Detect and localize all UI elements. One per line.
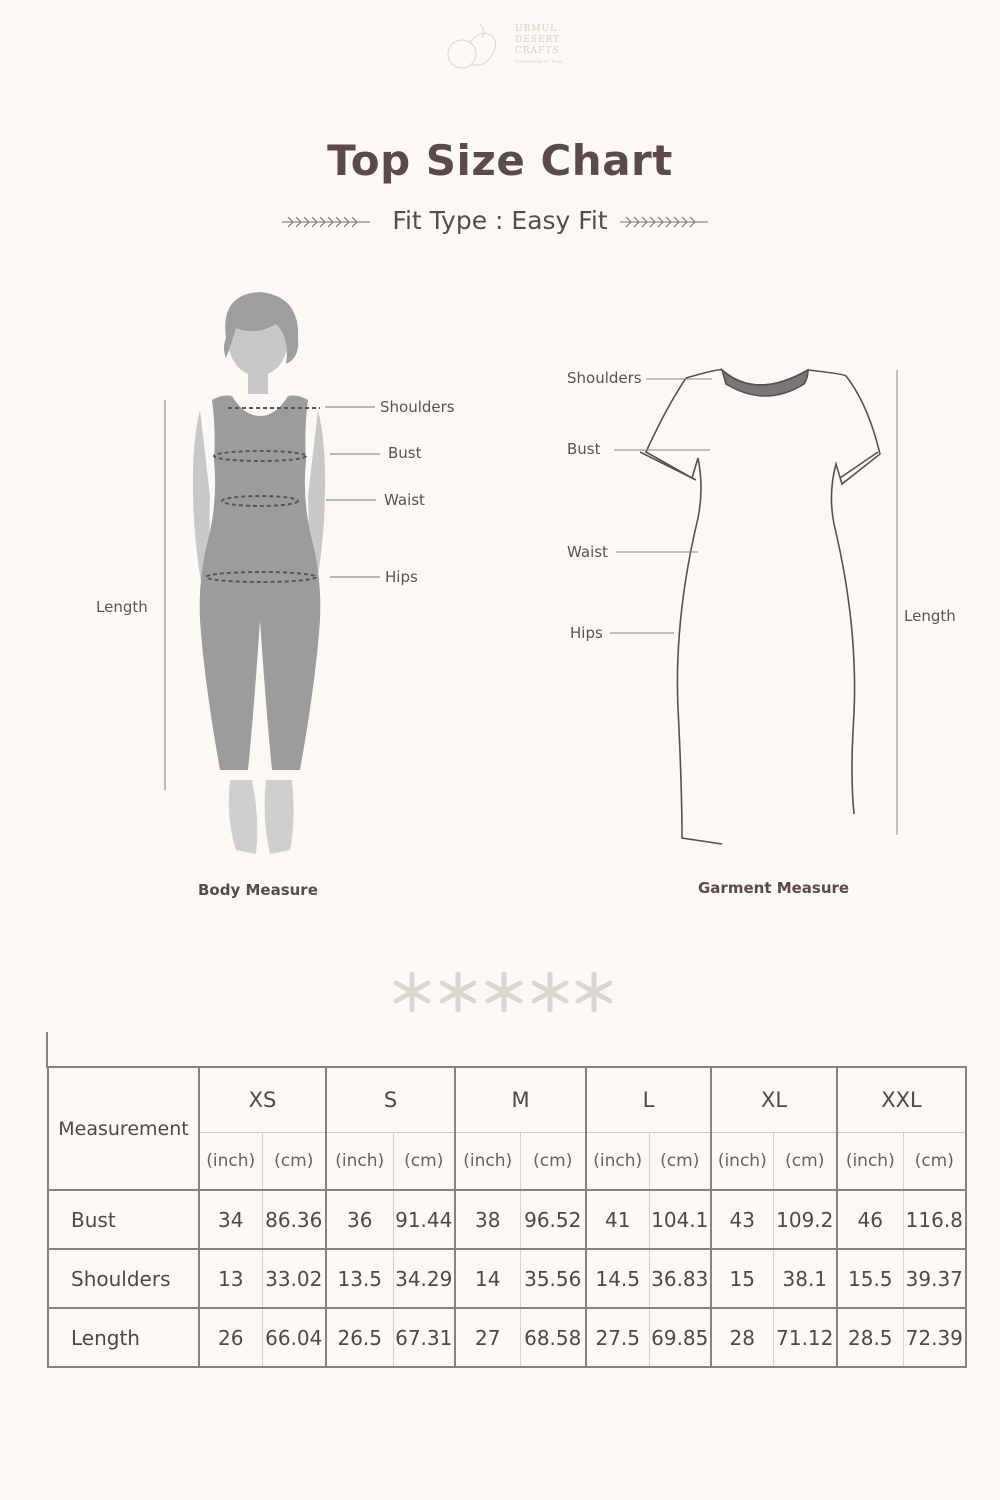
asterisk-divider-icon: [388, 965, 618, 1019]
table-cell: 39.37: [903, 1249, 966, 1308]
table-cell: 26: [199, 1308, 262, 1367]
body-label-length: Length: [96, 598, 148, 616]
table-cell: 36: [326, 1190, 393, 1249]
unit-cm: (cm): [773, 1133, 837, 1191]
size-header-s: S: [326, 1067, 455, 1133]
measurement-header: Measurement: [48, 1067, 199, 1190]
size-header-xs: XS: [199, 1067, 326, 1133]
table-cell: 13: [199, 1249, 262, 1308]
unit-cm: (cm): [649, 1133, 711, 1191]
size-header-m: M: [455, 1067, 586, 1133]
row-label: Bust: [48, 1190, 199, 1249]
garment-measure-caption: Garment Measure: [698, 879, 850, 897]
table-cell: 27: [455, 1308, 520, 1367]
garment-dress-icon: [640, 370, 880, 844]
table-cell: 27.5: [586, 1308, 649, 1367]
table-cell: 13.5: [326, 1249, 393, 1308]
table-cell: 46: [837, 1190, 903, 1249]
table-cell: 71.12: [773, 1308, 837, 1367]
size-header-xxl: XXL: [837, 1067, 966, 1133]
table-cell: 104.1: [649, 1190, 711, 1249]
unit-inch: (inch): [199, 1133, 262, 1191]
table-cell: 67.31: [393, 1308, 455, 1367]
page-title: Top Size Chart: [327, 136, 673, 185]
table-cell: 96.52: [520, 1190, 586, 1249]
garment-label-shoulders: Shoulders: [567, 369, 642, 387]
brand-logo-text: URMUL DESERT CRAFTS Handmade in Thar: [515, 24, 563, 65]
unit-inch: (inch): [837, 1133, 903, 1191]
unit-inch: (inch): [326, 1133, 393, 1191]
table-row-bust: [48, 1190, 966, 1249]
table-row-shoulders: [48, 1249, 966, 1308]
table-cell: 86.36: [262, 1190, 326, 1249]
body-label-hips: Hips: [385, 568, 418, 586]
table-cell: 15.5: [837, 1249, 903, 1308]
garment-label-waist: Waist: [567, 543, 608, 561]
body-label-shoulders: Shoulders: [380, 398, 455, 416]
body-label-waist: Waist: [384, 491, 425, 509]
unit-cm: (cm): [903, 1133, 966, 1191]
table-cell: 68.58: [520, 1308, 586, 1367]
row-label: Shoulders: [48, 1249, 199, 1308]
table-cell: 26.5: [326, 1308, 393, 1367]
unit-cm: (cm): [262, 1133, 326, 1191]
table-cell: 28: [711, 1308, 773, 1367]
right-arrow-ornament-icon: [620, 214, 710, 230]
table-cell: 91.44: [393, 1190, 455, 1249]
size-table: [47, 1066, 967, 1368]
table-cell: 34: [199, 1190, 262, 1249]
fit-type: Fit Type : Easy Fit: [392, 206, 608, 235]
row-label: Length: [48, 1308, 199, 1367]
table-cell: 28.5: [837, 1308, 903, 1367]
table-cell: 43: [711, 1190, 773, 1249]
table-cell: 41: [586, 1190, 649, 1249]
table-cell: 38: [455, 1190, 520, 1249]
size-header-xl: XL: [711, 1067, 837, 1133]
table-cell: 34.29: [393, 1249, 455, 1308]
size-header-l: L: [586, 1067, 711, 1133]
unit-inch: (inch): [586, 1133, 649, 1191]
table-row-length: [48, 1308, 966, 1367]
garment-label-hips: Hips: [570, 624, 603, 642]
table-cell: 35.56: [520, 1249, 586, 1308]
table-top-rule: [46, 1032, 48, 1068]
table-cell: 69.85: [649, 1308, 711, 1367]
table-cell: 72.39: [903, 1308, 966, 1367]
table-cell: 15: [711, 1249, 773, 1308]
body-figure-icon: [165, 292, 380, 854]
table-cell: 116.8: [903, 1190, 966, 1249]
body-measure-caption: Body Measure: [198, 881, 318, 899]
table-cell: 14: [455, 1249, 520, 1308]
garment-label-bust: Bust: [567, 440, 601, 458]
table-cell: 14.5: [586, 1249, 649, 1308]
table-cell: 33.02: [262, 1249, 326, 1308]
unit-cm: (cm): [393, 1133, 455, 1191]
unit-cm: (cm): [520, 1133, 586, 1191]
table-cell: 66.04: [262, 1308, 326, 1367]
measurement-diagrams: [0, 270, 1000, 920]
unit-inch: (inch): [455, 1133, 520, 1191]
unit-inch: (inch): [711, 1133, 773, 1191]
table-cell: 36.83: [649, 1249, 711, 1308]
body-label-bust: Bust: [388, 444, 422, 462]
table-cell: 38.1: [773, 1249, 837, 1308]
table-cell: 109.2: [773, 1190, 837, 1249]
garment-label-length: Length: [904, 607, 956, 625]
